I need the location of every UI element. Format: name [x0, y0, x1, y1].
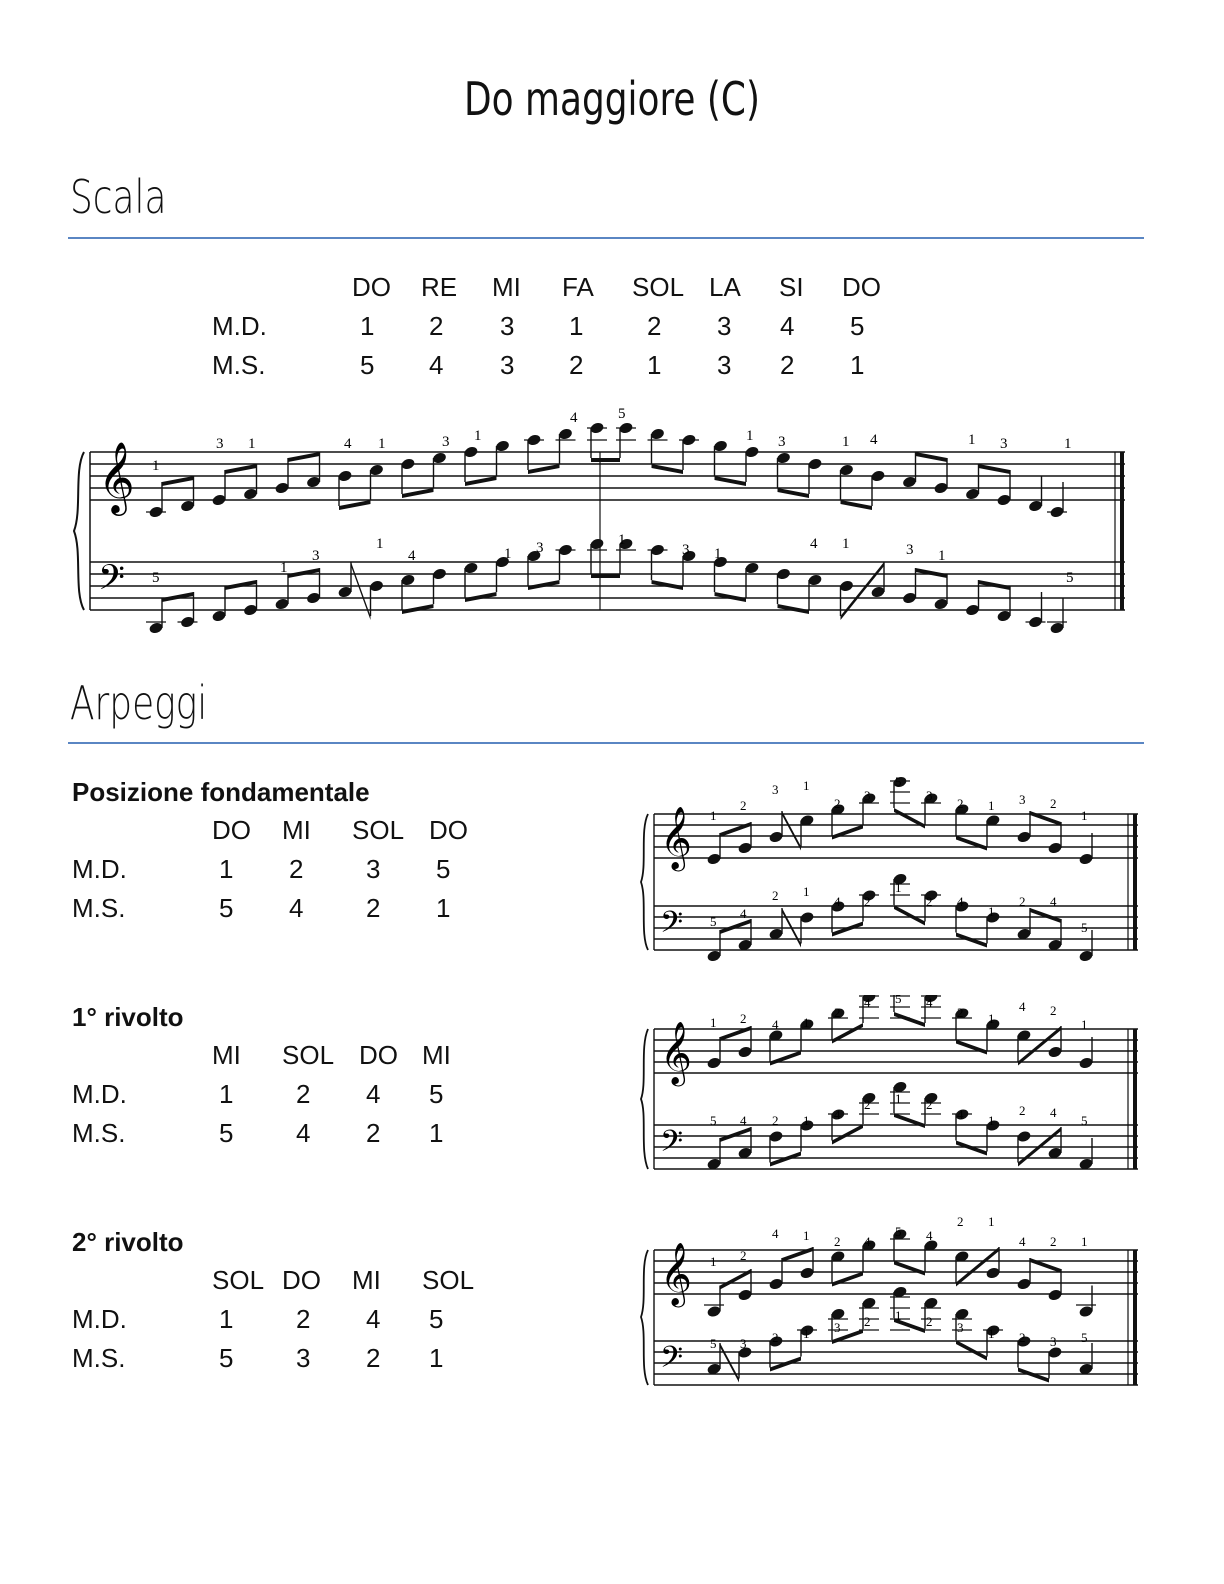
- arpeggio-notes: [706, 995, 1093, 1171]
- fingering-number: 1: [968, 432, 976, 448]
- fingering-number: 2: [1050, 1003, 1057, 1018]
- left-hand-label: M.S.: [72, 893, 126, 923]
- note-beam: [720, 822, 751, 837]
- note-beam: [916, 452, 948, 462]
- fingering-number: 3: [442, 434, 450, 450]
- fingering-number: 1: [803, 1228, 810, 1243]
- finger-number: 2: [366, 1118, 381, 1148]
- note-label: SI: [779, 272, 804, 302]
- treble-clef-icon: 𝄞: [98, 440, 135, 513]
- fingering-number: 1: [1081, 808, 1088, 823]
- scale-notes: [146, 421, 1067, 634]
- note-beam: [979, 464, 1011, 474]
- note-beam: [832, 1272, 863, 1287]
- section-divider: [68, 742, 1144, 744]
- brace: [641, 1029, 648, 1169]
- fingering-number: 1: [710, 1254, 717, 1269]
- fingering-number: 2: [864, 1097, 871, 1112]
- finger-number: 5: [429, 1079, 444, 1109]
- arpeggio-score-2: [638, 995, 1143, 1195]
- fingering-number: 5: [618, 406, 626, 422]
- finger-number: 4: [289, 893, 304, 923]
- finger-number: 2: [296, 1304, 311, 1334]
- treble-clef-icon: 𝄞: [660, 1242, 692, 1305]
- fingering-number: 4: [772, 1226, 779, 1241]
- arpeggio-heading: 1° rivolto: [72, 1002, 184, 1032]
- fingering-number: 3: [1050, 1334, 1057, 1349]
- note-label: DO: [282, 1265, 321, 1295]
- fingering-number: 4: [926, 995, 933, 1010]
- note-label: MI: [282, 815, 311, 845]
- note-beam: [1030, 1258, 1061, 1273]
- finger-number: 1: [219, 854, 234, 884]
- fingering-number: 4: [810, 536, 818, 552]
- note-beam: [591, 574, 620, 578]
- fingering-number: 1: [618, 532, 626, 548]
- note-beam: [1018, 1368, 1049, 1383]
- arpeggio-heading: 2° rivolto: [72, 1227, 184, 1257]
- right-hand-label: M.D.: [212, 311, 267, 341]
- fingering-number: 2: [772, 888, 779, 903]
- brace: [74, 452, 84, 610]
- finger-number: 2: [780, 350, 795, 380]
- fingering-number: 5: [1066, 570, 1074, 586]
- fingering-number: 3: [216, 436, 224, 452]
- note-beam: [402, 604, 434, 614]
- fingering-number: 1: [803, 778, 810, 793]
- fingering-number: 3: [772, 782, 779, 797]
- fingering-number: 3: [312, 548, 320, 564]
- section-heading-arpeggi: Arpeggi: [70, 676, 208, 730]
- note-label: DO: [359, 1040, 398, 1070]
- fingering-number: 5: [152, 570, 160, 586]
- fingering-number: 3: [536, 540, 544, 556]
- fingering-number: 4: [570, 410, 578, 426]
- fingering-number: 2: [772, 1113, 779, 1128]
- arpeggio-notes: [706, 775, 1093, 962]
- arpeggio-notes: [704, 1228, 1096, 1383]
- finger-number: 3: [500, 350, 515, 380]
- fingering-number: 2: [740, 1248, 747, 1263]
- fingering-number: 5: [895, 995, 902, 1006]
- finger-number: 1: [850, 350, 865, 380]
- note-beam: [402, 488, 434, 498]
- note-beam: [956, 836, 987, 851]
- note-label: MI: [492, 272, 521, 302]
- bass-clef-icon: 𝄢: [660, 1341, 684, 1382]
- note-label: LA: [709, 272, 741, 302]
- note-label: FA: [562, 272, 594, 302]
- fingering-number: 1: [988, 1214, 995, 1229]
- note-beam: [715, 476, 747, 486]
- fingering-number: 1: [504, 546, 512, 562]
- fingering-number: 3: [682, 542, 690, 558]
- fingering-number: 2: [834, 796, 841, 811]
- fingering-number: 2: [926, 1314, 933, 1329]
- note-beam: [339, 500, 371, 510]
- finger-number: 2: [569, 350, 584, 380]
- fingering-number: 1: [378, 436, 386, 452]
- fingering-number: 1: [746, 428, 754, 444]
- finger-number: 1: [569, 311, 584, 341]
- note-beam: [778, 488, 810, 498]
- fingering-number: 1: [988, 1113, 995, 1128]
- fingering-number: 4: [772, 1017, 779, 1032]
- fingering-number: 2: [957, 1214, 964, 1229]
- note-label: DO: [429, 815, 468, 845]
- note-beam: [162, 592, 194, 602]
- fingering-number: 3: [1019, 792, 1026, 807]
- note-beam: [770, 1152, 801, 1167]
- fingering-number: 1: [842, 536, 850, 552]
- fingering-number: 2: [864, 1314, 871, 1329]
- finger-number: 2: [366, 1343, 381, 1373]
- fingering-number: 5: [895, 1224, 902, 1239]
- fingering-number: 1: [895, 1308, 902, 1323]
- note-beam: [528, 580, 560, 590]
- fingering-number: 1: [803, 1326, 810, 1341]
- note-beam: [225, 580, 257, 590]
- finger-number: 1: [219, 1079, 234, 1109]
- fingering-number: 4: [344, 436, 352, 452]
- fingering-number: 1: [988, 1326, 995, 1341]
- fingering-number: 1: [988, 1011, 995, 1026]
- page-title: Do maggiore (C): [464, 72, 760, 126]
- left-hand-label: M.S.: [72, 1343, 126, 1373]
- note-beam: [465, 592, 497, 602]
- fingering-number: 2: [864, 894, 871, 909]
- fingering-number: 2: [1019, 1330, 1026, 1345]
- note-beam: [956, 1141, 987, 1156]
- note-beam: [832, 1124, 863, 1145]
- fingering-number: 1: [1081, 1234, 1088, 1249]
- fingering-number: 4: [870, 432, 878, 448]
- fingering-number: 3: [926, 788, 933, 803]
- fingering-number: 1: [938, 548, 946, 564]
- fingering-number: 2: [1019, 1103, 1026, 1118]
- note-beam: [162, 476, 194, 486]
- finger-number: 3: [296, 1343, 311, 1373]
- fingering-number: 5: [1081, 1113, 1088, 1128]
- fingering-number: 1: [152, 458, 160, 474]
- fingering-number: 1: [988, 798, 995, 813]
- fingering-number: 5: [710, 1336, 717, 1351]
- fingering-number: 5: [895, 774, 902, 789]
- finger-number: 2: [647, 311, 662, 341]
- fingering-number: 4: [1050, 1105, 1057, 1120]
- note-beam: [528, 464, 560, 474]
- fingering-number: 2: [834, 1005, 841, 1020]
- note-beam: [894, 905, 925, 926]
- fingering-number: 3: [1000, 436, 1008, 452]
- note-beam: [1030, 811, 1061, 826]
- note-beam: [465, 476, 497, 486]
- bass-clef-icon: 𝄢: [660, 906, 684, 947]
- note-label: SOL: [422, 1265, 475, 1295]
- fingering-number: 3: [778, 434, 786, 450]
- fingering-number: 1: [714, 546, 722, 562]
- note-beam: [894, 1012, 925, 1027]
- note-label: SOL: [212, 1265, 265, 1295]
- fingering-number: 3: [834, 1320, 841, 1335]
- note-beam: [956, 1040, 987, 1055]
- note-label: RE: [421, 272, 458, 302]
- fingering-number: 1: [376, 536, 384, 552]
- fingering-number: 2: [957, 796, 964, 811]
- finger-number: 3: [366, 854, 381, 884]
- finger-number: 5: [429, 1304, 444, 1334]
- fingering-number: 2: [926, 1097, 933, 1112]
- brace: [641, 814, 648, 950]
- fingering-number: 4: [1050, 894, 1057, 909]
- fingering-number: 2: [834, 1234, 841, 1249]
- fingering-number: 1: [803, 1113, 810, 1128]
- fingering-number: 1: [803, 884, 810, 899]
- note-beam: [894, 1261, 925, 1276]
- fingering-number: 1: [710, 1015, 717, 1030]
- note-beam: [720, 1026, 751, 1041]
- fingering-number: 2: [957, 1005, 964, 1020]
- finger-number: 1: [360, 311, 375, 341]
- note-beam: [720, 919, 751, 934]
- finger-number: 2: [429, 311, 444, 341]
- note-beam: [956, 933, 987, 948]
- treble-clef-icon: 𝄞: [660, 806, 692, 869]
- note-beam: [841, 500, 873, 510]
- finger-number: 2: [366, 893, 381, 923]
- note-beam: [770, 1051, 801, 1066]
- finger-number: 5: [219, 1118, 234, 1148]
- fingering-number: 1: [1081, 1017, 1088, 1032]
- left-hand-label: M.S.: [72, 1118, 126, 1148]
- fingering-number: 4: [834, 1107, 841, 1122]
- fingering-number: 3: [864, 788, 871, 803]
- fingering-number: 2: [740, 1011, 747, 1026]
- fingering-number: 2: [772, 1330, 779, 1345]
- bass-clef-icon: 𝄢: [660, 1125, 684, 1166]
- fingering-number: 3: [740, 1336, 747, 1351]
- finger-number: 5: [436, 854, 451, 884]
- fingering-number: 4: [740, 1113, 747, 1128]
- fingering-number: 1: [842, 434, 850, 450]
- fingering-number: 4: [957, 1107, 964, 1122]
- note-label: SOL: [632, 272, 685, 302]
- fingering-number: 1: [248, 436, 256, 452]
- fingering-number: 5: [710, 1113, 717, 1128]
- brace: [641, 1250, 648, 1385]
- fingering-number: 3: [957, 1320, 964, 1335]
- finger-number: 5: [360, 350, 375, 380]
- fingering-number: 4: [957, 894, 964, 909]
- fingering-number: 5: [1081, 920, 1088, 935]
- note-beam: [782, 811, 801, 851]
- note-beam: [832, 825, 863, 840]
- right-hand-label: M.D.: [72, 1079, 127, 1109]
- treble-clef-icon: 𝄞: [660, 1021, 692, 1084]
- scale-score: [70, 400, 1130, 645]
- arpeggio-heading: Posizione fondamentale: [72, 777, 370, 807]
- finger-number: 1: [429, 1118, 444, 1148]
- fingering-number: 4: [740, 906, 747, 921]
- note-label: SOL: [282, 1040, 335, 1070]
- finger-number: 4: [296, 1118, 311, 1148]
- note-label: MI: [422, 1040, 451, 1070]
- note-beam: [770, 1357, 801, 1372]
- fingering-number: 1: [988, 904, 995, 919]
- finger-number: 3: [500, 311, 515, 341]
- arpeggio-score-1: [638, 770, 1143, 985]
- fingering-number: 1: [803, 1015, 810, 1030]
- note-label: DO: [842, 272, 881, 302]
- fingering-number: 3: [906, 542, 914, 558]
- finger-number: 4: [366, 1079, 381, 1109]
- note-beam: [652, 464, 684, 474]
- finger-number: 5: [850, 311, 865, 341]
- fingering-number: 2: [1019, 894, 1026, 909]
- note-beam: [778, 604, 810, 614]
- note-label: DO: [212, 815, 251, 845]
- fingering-number: 4: [1019, 999, 1026, 1014]
- note-beam: [288, 568, 320, 578]
- arpeggio-score-3: [638, 1210, 1143, 1410]
- note-beam: [1030, 908, 1061, 923]
- note-label: SOL: [352, 815, 405, 845]
- note-beam: [351, 562, 371, 620]
- left-hand-label: M.S.: [212, 350, 266, 380]
- note-label: DO: [352, 272, 391, 302]
- section-heading-scala: Scala: [70, 170, 167, 224]
- right-hand-label: M.D.: [72, 854, 127, 884]
- fingering-number: 2: [1050, 796, 1057, 811]
- finger-number: 5: [219, 1343, 234, 1373]
- note-beam: [832, 922, 863, 937]
- fingering-number: 4: [1019, 1234, 1026, 1249]
- note-beam: [652, 580, 684, 590]
- fingering-number: 4: [864, 1234, 871, 1249]
- finger-number: 1: [219, 1304, 234, 1334]
- fingering-number: 4: [864, 995, 871, 1010]
- fingering-number: 2: [926, 894, 933, 909]
- note-beam: [894, 1113, 925, 1128]
- bass-clef-icon: 𝄢: [98, 557, 126, 606]
- finger-number: 5: [219, 893, 234, 923]
- fingering-number: 2: [740, 798, 747, 813]
- fingering-number: 5: [1081, 1330, 1088, 1345]
- note-beam: [288, 452, 320, 462]
- fingering-number: 1: [895, 1091, 902, 1106]
- fingering-number: 1: [710, 808, 717, 823]
- note-label: MI: [212, 1040, 241, 1070]
- fingering-number: 2: [1050, 1234, 1057, 1249]
- fingering-number: 1: [474, 428, 482, 444]
- finger-number: 3: [717, 350, 732, 380]
- finger-number: 4: [780, 311, 795, 341]
- right-hand-label: M.D.: [72, 1304, 127, 1334]
- note-beam: [225, 464, 257, 474]
- fingering-number: 4: [834, 894, 841, 909]
- note-beam: [916, 568, 948, 578]
- fingering-number: 4: [926, 1228, 933, 1243]
- note-beam: [591, 458, 620, 462]
- finger-number: 2: [289, 854, 304, 884]
- finger-number: 3: [717, 311, 732, 341]
- note-beam: [782, 1247, 813, 1262]
- finger-number: 1: [436, 893, 451, 923]
- finger-number: 2: [296, 1079, 311, 1109]
- note-beam: [956, 1340, 987, 1361]
- fingering-number: 1: [895, 880, 902, 895]
- note-beam: [715, 592, 747, 602]
- fingering-number: 5: [710, 914, 717, 929]
- finger-number: 4: [429, 350, 444, 380]
- fingering-number: 4: [408, 548, 416, 564]
- note-label: MI: [352, 1265, 381, 1295]
- finger-number: 1: [429, 1343, 444, 1373]
- finger-number: 1: [647, 350, 662, 380]
- note-beam: [720, 1127, 751, 1142]
- section-divider: [68, 237, 1144, 239]
- finger-number: 4: [366, 1304, 381, 1334]
- fingering-number: 1: [1064, 436, 1072, 452]
- fingering-number: 1: [280, 560, 288, 576]
- note-beam: [979, 580, 1011, 590]
